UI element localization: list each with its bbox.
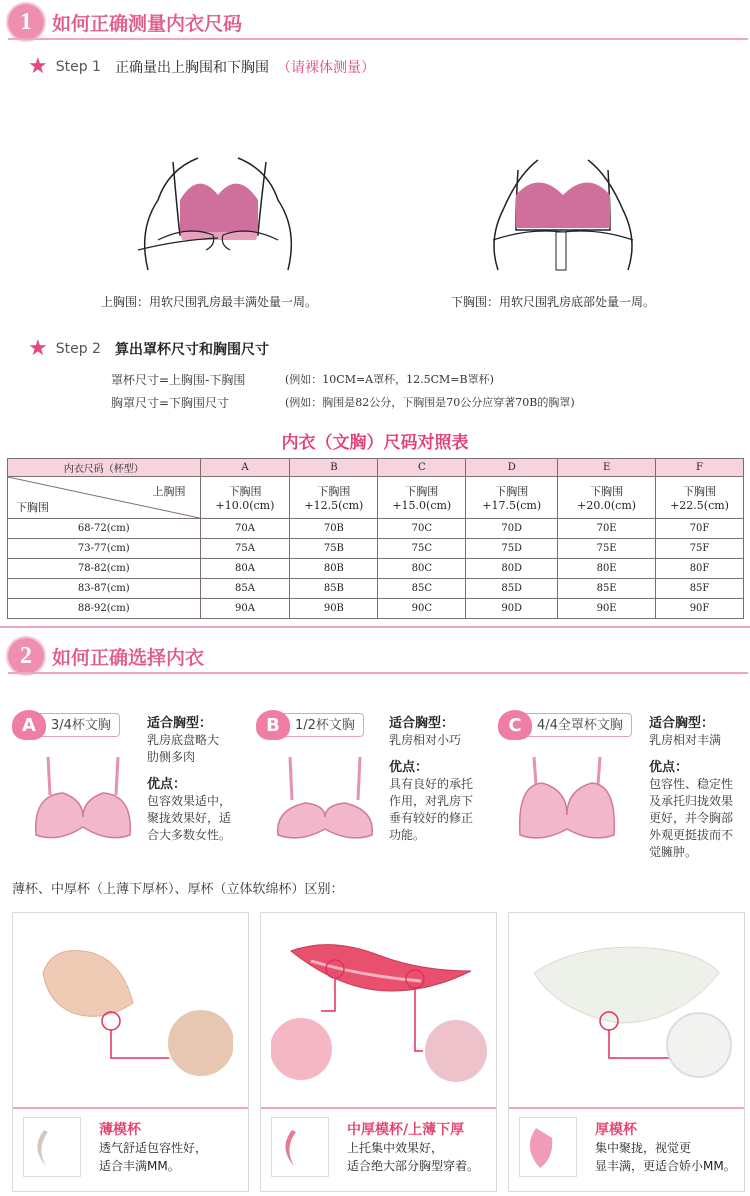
size-cell: 70B — [290, 519, 378, 539]
size-cell: 85F — [656, 579, 744, 599]
pad-desc: 透气舒适包容性好， 适合丰满MM。 — [99, 1141, 208, 1173]
style-tag-b — [256, 710, 364, 740]
bra-full-cup-image — [512, 755, 622, 845]
style-c-description: 适合胸型： 乳房相对丰满 优点： 包容性、稳定性 及承托归拢效果 更好，并令胸部 外观更挺拔而不 觉臃肿。 — [649, 716, 734, 859]
pad-name: 薄模杯 — [99, 1122, 141, 1138]
table-row — [8, 519, 744, 539]
style-tag-c — [498, 710, 632, 740]
size-cell: 90B — [290, 599, 378, 619]
pad-panel-footer — [509, 1107, 744, 1191]
pad-name: 厚模杯 — [595, 1122, 637, 1138]
size-cell: 80C — [378, 559, 466, 579]
pad-panel-thick — [508, 912, 745, 1192]
example-cup: (例如：10CM=A罩杯，12.5CM=B罩杯) — [285, 373, 494, 386]
cup-header: B — [290, 459, 378, 477]
thin-pad-image — [33, 933, 233, 1103]
pad-desc: 上托集中效果好， 适合绝大部分胸型穿着。 — [347, 1141, 480, 1173]
example-band: (例如：胸围是82公分，下胸围是70公分应穿著70B的胸罩) — [285, 396, 575, 409]
size-chart-table — [7, 458, 744, 619]
crescent-icon — [519, 1117, 577, 1177]
size-cell: 85B — [290, 579, 378, 599]
cup-header: E — [558, 459, 656, 477]
table-row — [8, 559, 744, 579]
diff-cell: 下胸围 +12.5(cm) — [290, 477, 378, 519]
size-cell: 90A — [200, 599, 290, 619]
table-row — [8, 599, 744, 619]
table-subheader-row — [8, 477, 744, 519]
diff-cell: 下胸围 +17.5(cm) — [466, 477, 558, 519]
size-cell: 75D — [466, 539, 558, 559]
pad-panel-footer — [261, 1107, 496, 1191]
thick-pad-image — [519, 933, 739, 1103]
crescent-icon — [23, 1117, 81, 1177]
cups-intro-text: 薄杯、中厚杯（上薄下厚杯）、厚杯（立体软绵杯）区别： — [12, 882, 344, 897]
size-cell: 80B — [290, 559, 378, 579]
section2-header — [8, 636, 743, 676]
size-cell: 70E — [558, 519, 656, 539]
step2-label: Step 2 — [55, 341, 101, 357]
step1-desc: 正确量出上胸围和下胸围 — [114, 60, 269, 76]
step2-row — [28, 338, 269, 360]
formula-band: 胸罩尺寸=下胸围尺寸 — [111, 396, 230, 410]
style-a-description: 适合胸型： 乳房底盘略大 肋侧多肉 优点： 包容效果适中， 聚拢效果好，适 合大多数女性。 — [147, 716, 232, 842]
diagonal-header-cell — [8, 477, 201, 519]
lower-bust-caption: 下胸围：用软尺围乳房底部处量一周。 — [451, 295, 656, 309]
size-cell: 75C — [378, 539, 466, 559]
size-cell: 80D — [466, 559, 558, 579]
cup-header: D — [466, 459, 558, 477]
size-cell: 75E — [558, 539, 656, 559]
heart-badge-icon: B — [256, 710, 290, 740]
upper-bust-caption: 上胸围：用软尺围乳房最丰满处量一周。 — [101, 295, 318, 309]
step1-note: （请裸体测量） — [276, 60, 375, 76]
bra-3-4-cup-image — [28, 755, 138, 845]
cup-header: F — [656, 459, 744, 477]
row-range: 88-92(cm) — [8, 599, 201, 619]
diff-cell: 下胸围 +22.5(cm) — [656, 477, 744, 519]
size-cell: 90D — [466, 599, 558, 619]
bra-1-2-cup-image — [270, 755, 380, 845]
step2-desc: 算出罩杯尺寸和胸围尺寸 — [114, 342, 269, 358]
size-cell: 85E — [558, 579, 656, 599]
section1-title: 如何正确测量内衣尺码 — [52, 12, 243, 35]
section2-divider — [8, 672, 748, 674]
formula-cup: 罩杯尺寸=上胸围-下胸围 — [111, 373, 246, 387]
medium-pad-image — [271, 931, 491, 1101]
size-cell: 75B — [290, 539, 378, 559]
size-cell: 85A — [200, 579, 290, 599]
section1-header — [8, 2, 743, 42]
size-cell: 90F — [656, 599, 744, 619]
step1-label: Step 1 — [55, 59, 101, 75]
size-cell: 70D — [466, 519, 558, 539]
size-cell: 75F — [656, 539, 744, 559]
style-tag-a — [12, 710, 120, 740]
row-range: 68-72(cm) — [8, 519, 201, 539]
size-cell: 80A — [200, 559, 290, 579]
size-cell: 90C — [378, 599, 466, 619]
row-range: 83-87(cm) — [8, 579, 201, 599]
size-cell: 70C — [378, 519, 466, 539]
diff-cell: 下胸围 +10.0(cm) — [200, 477, 290, 519]
diff-cell: 下胸围 +15.0(cm) — [378, 477, 466, 519]
section2-title: 如何正确选择内衣 — [52, 646, 205, 669]
section2-badge: 2 — [8, 638, 44, 674]
section1-divider — [8, 38, 748, 40]
style-name: 3/4杯文胸 — [32, 713, 120, 737]
diff-cell: 下胸围 +20.0(cm) — [558, 477, 656, 519]
row-range: 78-82(cm) — [8, 559, 201, 579]
row-range: 73-77(cm) — [8, 539, 201, 559]
section1-badge: 1 — [8, 4, 44, 40]
table-row — [8, 539, 744, 559]
upper-bust-illustration — [118, 140, 318, 280]
size-cell: 80F — [656, 559, 744, 579]
diag-top-label: 上胸围 — [152, 485, 186, 498]
heart-badge-icon: A — [12, 710, 46, 740]
pad-panel-footer — [13, 1107, 248, 1191]
pad-name: 中厚模杯/上薄下厚 — [347, 1122, 465, 1138]
table-header-row — [8, 459, 744, 477]
cup-header: C — [378, 459, 466, 477]
pad-panel-thin — [12, 912, 249, 1192]
size-cell: 85C — [378, 579, 466, 599]
size-cell: 75A — [200, 539, 290, 559]
diag-bottom-label: 下胸围 — [16, 501, 49, 514]
style-b-description: 适合胸型： 乳房相对小巧 优点： 具有良好的承托 作用，对乳房下 垂有较好的修正 功能。 — [389, 716, 474, 842]
style-name: 1/2杯文胸 — [276, 713, 364, 737]
size-cell: 90E — [558, 599, 656, 619]
star-icon: ★ — [28, 336, 48, 361]
size-cell: 70A — [200, 519, 290, 539]
size-table-title: 内衣（文胸）尺码对照表 — [281, 433, 469, 453]
header-label: 内衣尺码（杯型） — [8, 459, 201, 477]
section-separator — [0, 626, 750, 628]
size-cell: 80E — [558, 559, 656, 579]
cup-header: A — [200, 459, 290, 477]
star-icon: ★ — [28, 54, 48, 79]
size-cell: 85D — [466, 579, 558, 599]
step1-row — [28, 56, 375, 78]
crescent-icon — [271, 1117, 329, 1177]
heart-badge-icon: C — [498, 710, 532, 740]
style-name: 4/4全罩杯文胸 — [518, 713, 632, 737]
pad-desc: 集中聚拢，视觉更 显丰满，更适合娇小MM。 — [595, 1141, 736, 1173]
pad-panel-medium — [260, 912, 497, 1192]
size-cell: 70F — [656, 519, 744, 539]
table-row — [8, 579, 744, 599]
lower-bust-illustration — [478, 140, 648, 280]
